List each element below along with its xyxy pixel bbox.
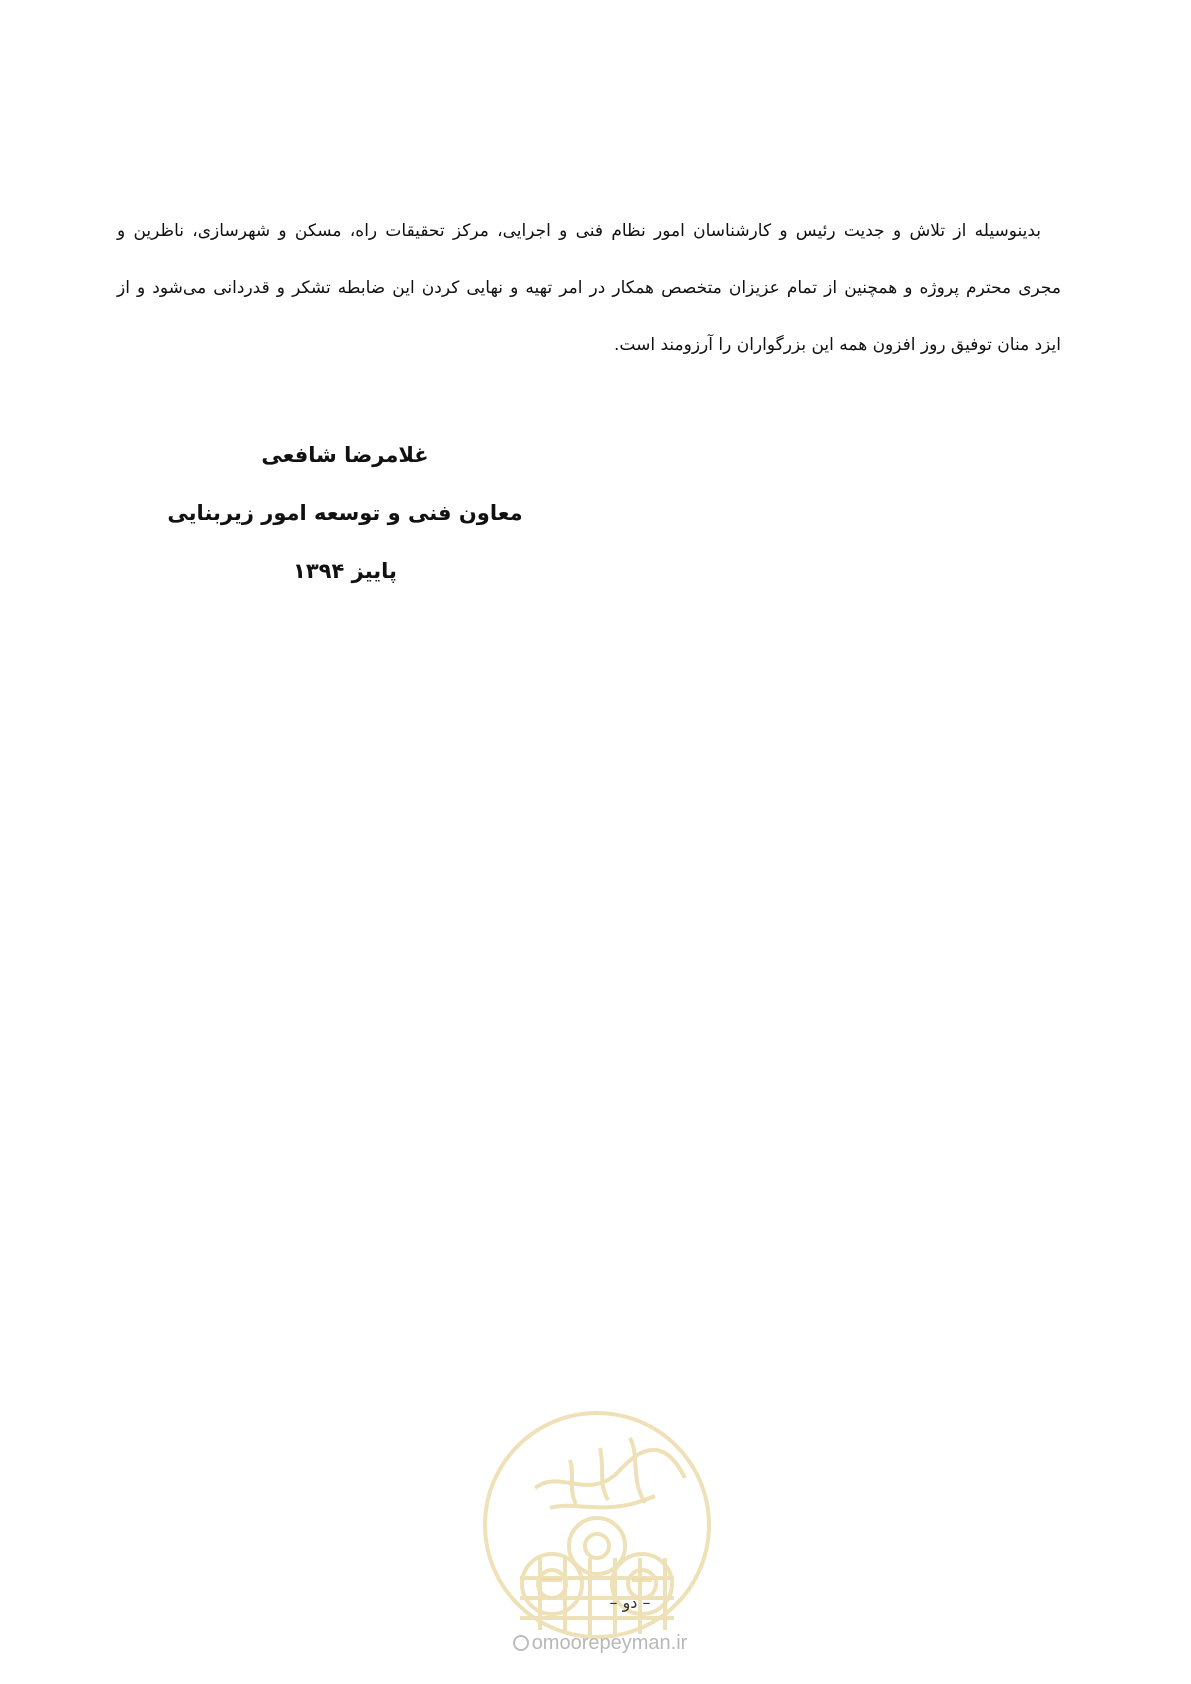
paragraph-line-3: ایزد منان توفیق روز افزون همه این بزرگواران را آرزومند است. bbox=[614, 335, 1061, 355]
watermark-site-text: omoorepeyman.ir bbox=[531, 1632, 688, 1654]
signatory-name: غلامرضا شافعی bbox=[261, 443, 429, 467]
page-number: – دو – bbox=[609, 1593, 651, 1612]
paragraph-line-2: مجری محترم پروژه و همچنین از تمام عزیزان متخصص همکار در امر تهیه و نهایی کردن این ضابطه تشکر و قدردانی می‌شود و از bbox=[117, 278, 1061, 298]
signature-date: پاییز ۱۳۹۴ bbox=[293, 559, 397, 583]
acknowledgement-paragraph bbox=[117, 215, 1061, 386]
watermark-site bbox=[490, 1630, 710, 1656]
globe-icon bbox=[513, 1635, 529, 1651]
paragraph-line-1: بدینوسیله از تلاش و جدیت رئیس و کارشناسان امور نظام فنی و اجرایی، مرکز تحقیقات راه، مسکن و شهرسازی، ناظرین و bbox=[117, 221, 1041, 241]
signatory-title: معاون فنی و توسعه امور زیربنایی bbox=[167, 501, 523, 525]
